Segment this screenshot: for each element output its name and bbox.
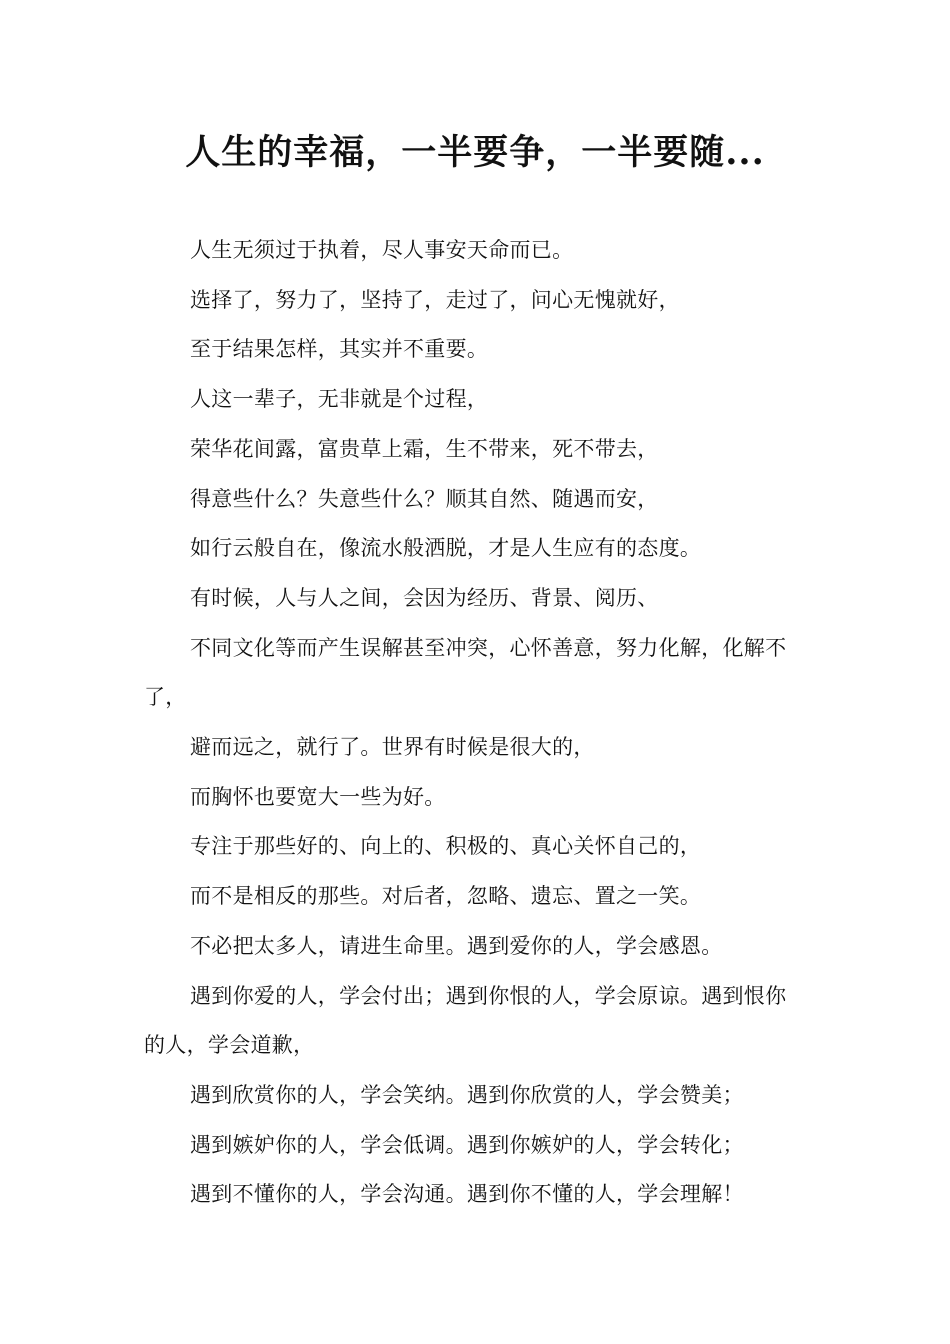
paragraph: 人这一辈子，无非就是个过程， [190,387,489,412]
paragraph: 得意些什么？失意些什么？顺其自然、随遇而安， [190,486,659,511]
paragraph: 而不是相反的那些。对后者，忽略、遗忘、置之一笑。 [190,884,702,909]
paragraph: 不必把太多人，请进生命里。遇到爱你的人，学会感恩。 [190,933,723,958]
paragraph: 人生无须过于执着，尽人事安天命而已。 [190,238,574,262]
paragraph: 遇到不懂你的人，学会沟通。遇到你不懂的人，学会理解！ [190,1182,744,1207]
paragraph: 选择了，努力了，坚持了，走过了，问心无愧就好， [190,287,680,312]
paragraph: 遇到你爱的人，学会付出；遇到你恨的人，学会原谅。遇到恨你的人，学会道歉， [144,983,787,1058]
paragraph: 专注于那些好的、向上的、积极的、真心关怀自己的， [190,834,702,859]
paragraph: 遇到欣赏你的人，学会笑纳。遇到你欣赏的人，学会赞美； [190,1082,744,1107]
paragraph: 避而远之，就行了。世界有时候是很大的， [190,735,595,760]
paragraph: 至于结果怎样，其实并不重要。 [190,337,489,362]
paragraph: 如行云般自在，像流水般洒脱，才是人生应有的态度。 [190,536,702,561]
document-body [144,226,794,1220]
paragraph: 遇到嫉妒你的人，学会低调。遇到你嫉妒的人，学会转化； [190,1132,744,1157]
document-title: 人生的幸福，一半要争，一半要随... [185,132,765,173]
paragraph: 荣华花间露，富贵草上霜，生不带来，死不带去， [190,436,659,461]
paragraph: 不同文化等而产生误解甚至冲突，心怀善意，努力化解，化解不了， [144,635,787,710]
paragraph: 而胸怀也要宽大一些为好。 [190,784,446,809]
paragraph: 有时候，人与人之间，会因为经历、背景、阅历、 [190,585,659,610]
